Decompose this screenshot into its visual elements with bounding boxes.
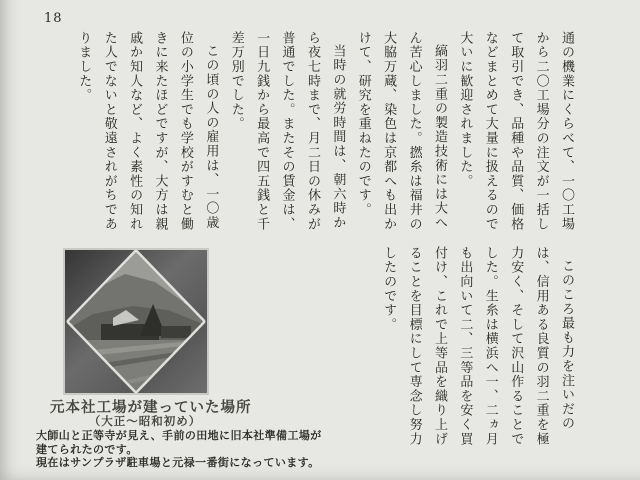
out-buildings	[161, 326, 191, 338]
photo-caption-period: （大正～昭和初め）	[88, 414, 202, 428]
paragraph: この頃の人の雇用は、一〇歳位の小学生でも学校がすむと働きに来たほどですが、大方は親戚か知人など、よく素性の知れた人でないと敬遠されがちでありました。	[76, 31, 219, 232]
site-photo	[63, 248, 209, 395]
main-text-bottom-band	[364, 246, 579, 448]
photo-caption-title: 元本社工場が建っていた場所	[50, 400, 252, 416]
photo-description	[36, 429, 322, 470]
page-number: 18	[44, 11, 63, 26]
paragraph: 通の機業にくらべて、一〇工場から二〇工場分の注文が一括して取引でき、品種や品質、価格などまとめて大量に扱えるので大いに歓迎されました。	[457, 31, 574, 232]
paragraph: このころ最も力を注いだのは、信用ある良質の羽二重を極力安く、そして沢山作ることでした。生糸は横浜へ一、二ヵ月も出向いて二、三等品を安く買付け、これで上等品を織り上げることを目標にして専念し努力したのです。	[381, 246, 574, 447]
paragraph: 当時の就労時間は、朝六時から夜七時まで、月二日の休みが普通でした。またその賃金は、一日九銭から最高で四五銭と千差万別でした。	[228, 31, 346, 232]
paragraph: 縞羽二重の製造技術には大へん苦心しました。撚糸は福井の大脇万蔵、染色は京都へも出かけて、研究を重ねたのです。	[355, 31, 447, 232]
photo-description-line: 建てられたのです。	[36, 442, 138, 456]
photo-description-line: 現在はサンプラザ駐車場と元禄一番街になっています。	[36, 456, 320, 469]
main-text-top-band	[59, 31, 579, 233]
photo-description-line: 大師山と正等寺が見え、手前の田地に旧本社準備工場が	[36, 429, 322, 442]
